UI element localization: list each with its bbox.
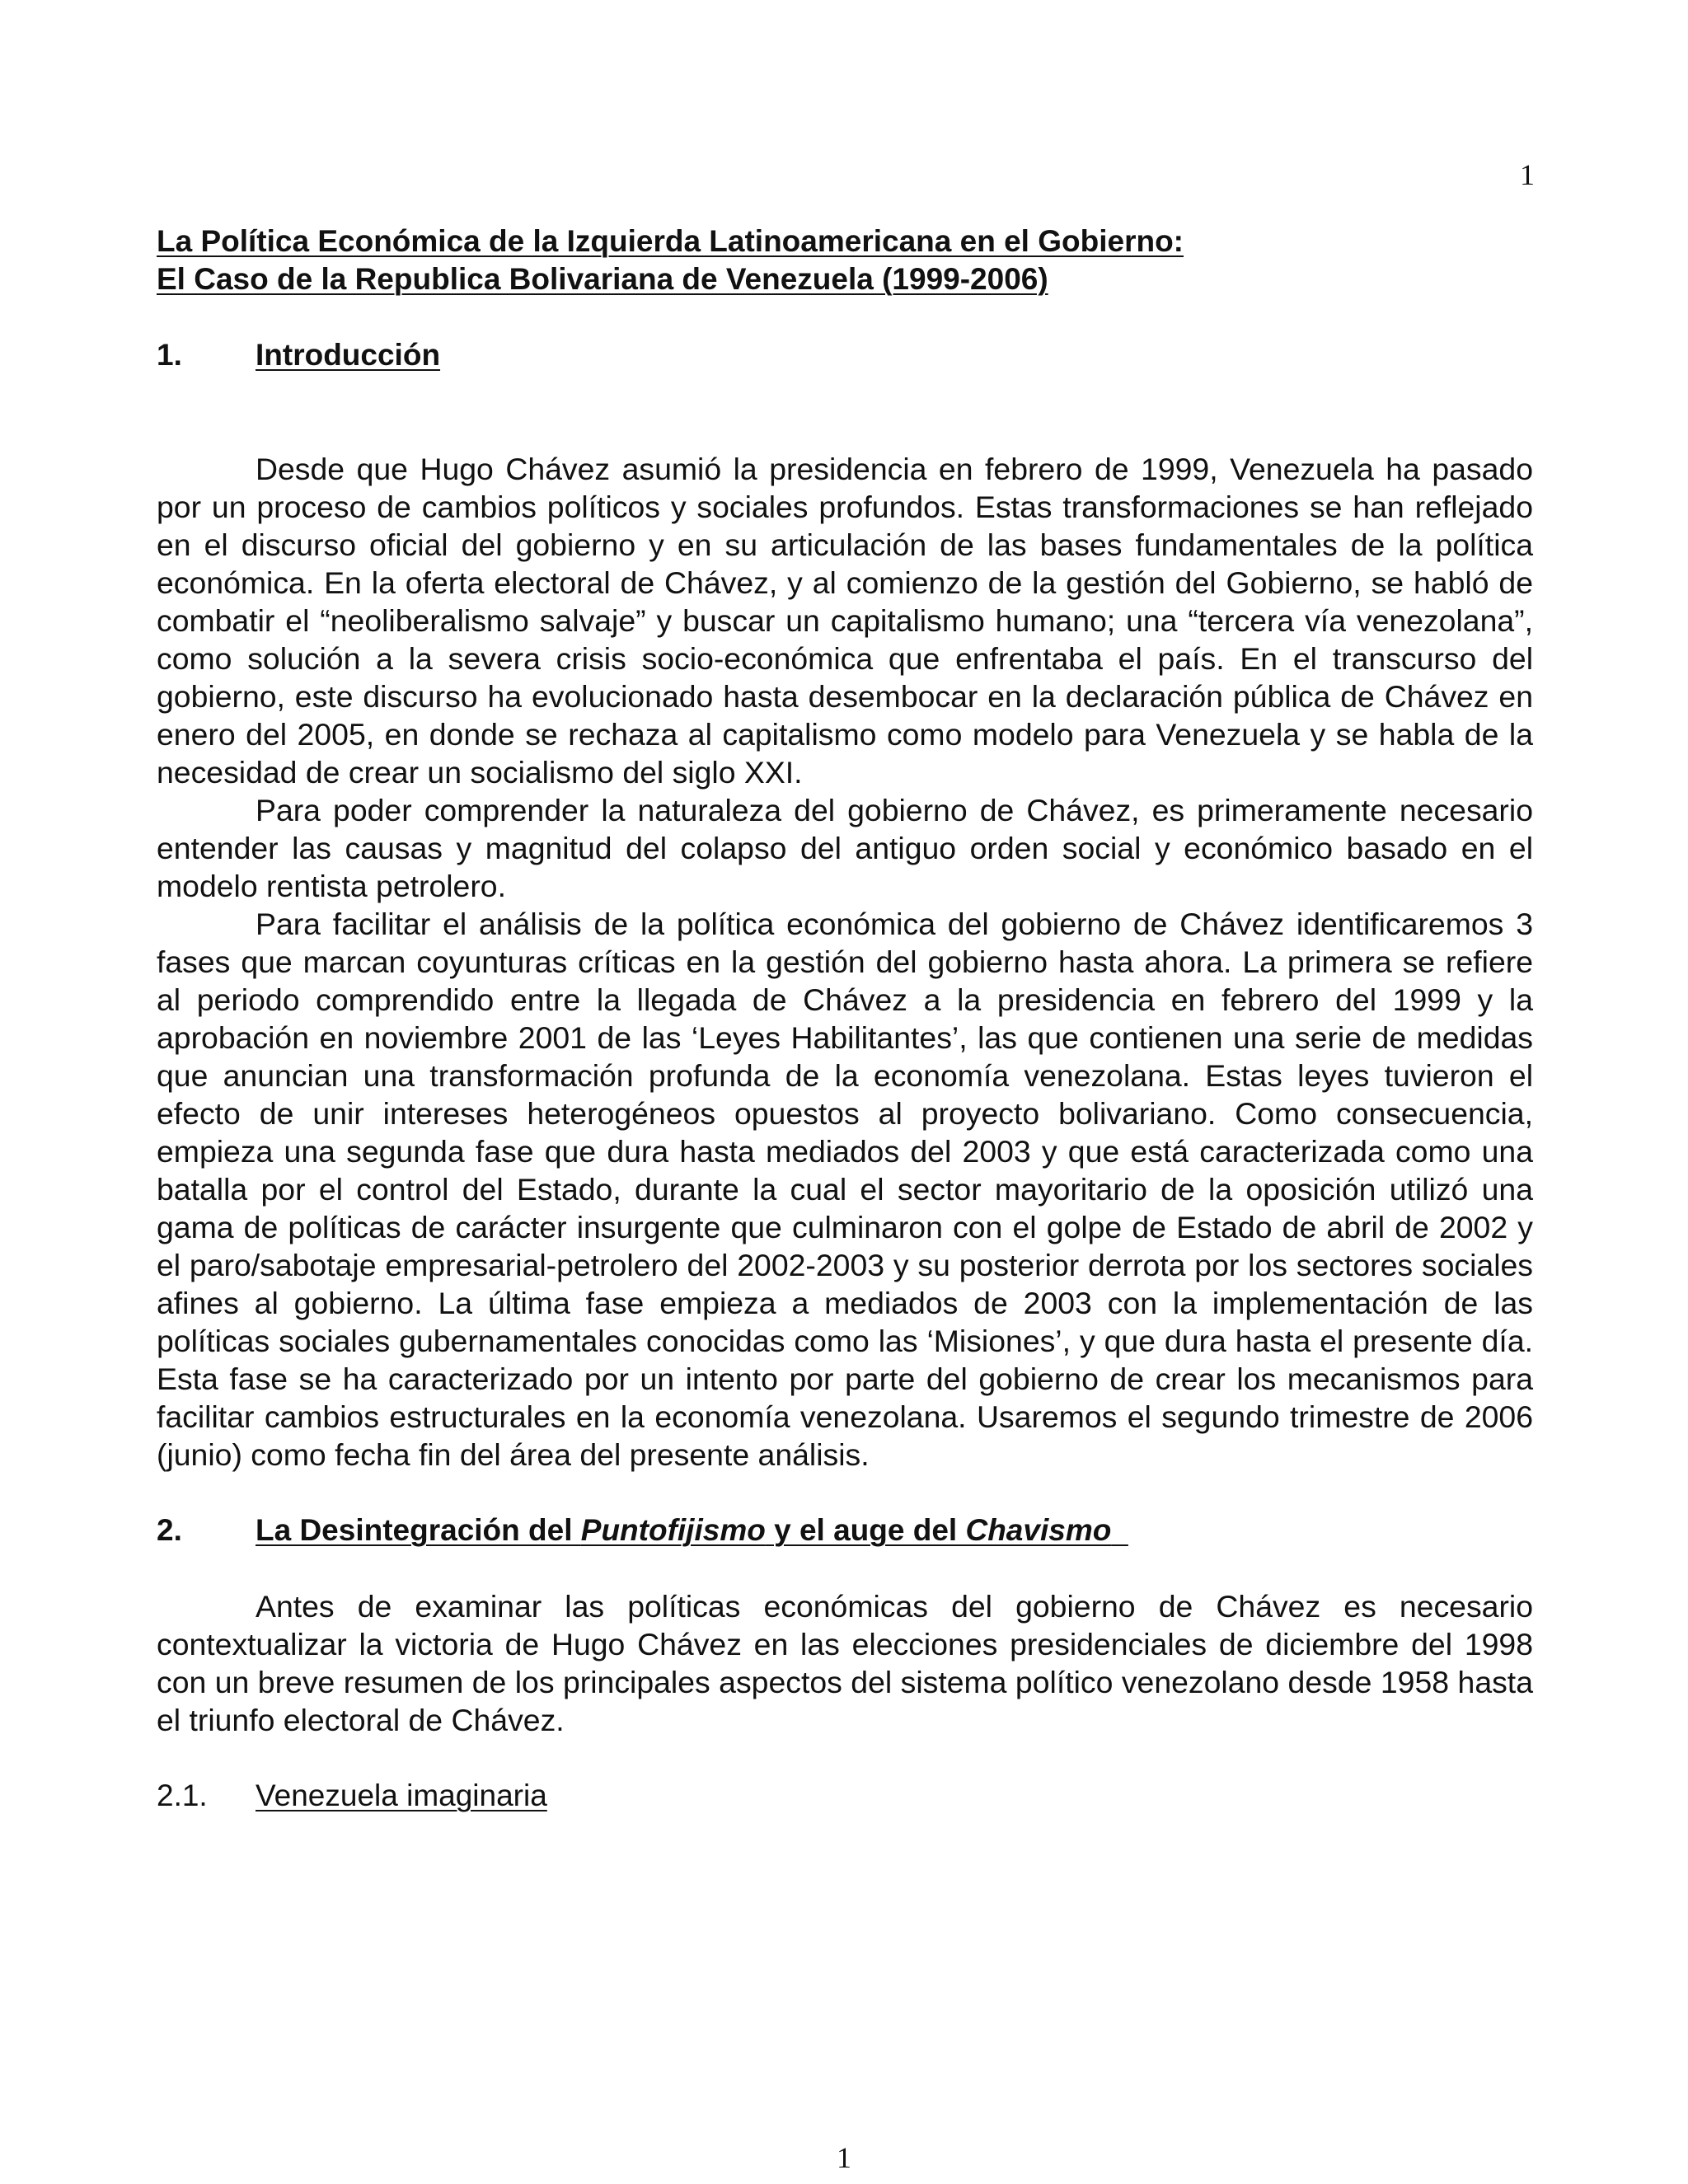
title-line-2: El Caso de la Republica Bolivariana de Venezuela (1999-2006) (157, 262, 1048, 296)
section-1-number: 1. (157, 338, 182, 372)
section-2-title (256, 1511, 1128, 1549)
section-1-paragraph-1: Desde que Hugo Chávez asumió la presidencia en febrero de 1999, Venezuela ha pasado por un proceso de cambios políticos y sociales profundos. Estas transformaciones se han reflejado en el discurso oficial del gobierno y en su articulación de las bases fundamentales de la política económica. En la oferta electoral de Chávez, y al comienzo de la gestión del Gobierno, se habló de combatir el “neoliberalismo salvaje” y buscar un capitalismo humano; una “tercera vía venezolana”, como solución a la severa crisis socio-económica que enfrentaba el país. En el transcurso del gobierno, este discurso ha evolucionado hasta desembocar en la declaración pública de Chávez en enero del 2005, en donde se rechaza al capitalismo como modelo para Venezuela y se habla de la necesidad de crear un socialismo del siglo XXI. (157, 452, 1533, 790)
section-2-title-italic-2: Chavismo (965, 1513, 1112, 1547)
section-2-number: 2. (157, 1513, 182, 1547)
section-2-title-part-2: y el auge del (765, 1513, 966, 1547)
section-2-1-title: Venezuela imaginaria (256, 1779, 547, 1812)
document-body (157, 223, 1533, 1815)
section-1-heading (157, 336, 1533, 374)
section-2-1-heading (157, 1777, 1533, 1815)
section-2-heading (157, 1511, 1533, 1549)
section-2-title-part-1: La Desintegración del (256, 1513, 581, 1547)
section-1-paragraph-2: Para poder comprender la naturaleza del gobierno de Chávez, es primeramente necesario entender las causas y magnitud del colapso del antiguo orden social y económico basado en el modelo rentista petrolero. (157, 793, 1533, 903)
section-1-paragraph-3: Para facilitar el análisis de la política económica del gobierno de Chávez identificaremos 3 fases que marcan coyunturas críticas en la gestión del gobierno hasta ahora. La primera se refiere al periodo comprendido entre la llegada de Chávez a la presidencia en febrero del 1999 y la aprobación en noviembre 2001 de las ‘Leyes Habilitantes’, las que contienen una serie de medidas que anuncian una transformación profunda de la economía venezolana. Estas leyes tuvieron el efecto de unir intereses heterogéneos opuestos al proyecto bolivariano. Como consecuencia, empieza una segunda fase que dura hasta mediados del 2003 y que está caracterizada como una batalla por el control del Estado, durante la cual el sector mayoritario de la oposición utilizó una gama de políticas de carácter insurgente que culminaron con el golpe de Estado de abril de 2002 y el paro/sabotaje empresarial-petrolero del 2002-2003 y su posterior derrota por los sectores sociales afines al gobierno. La última fase empieza a mediados de 2003 con la implementación de las políticas sociales gubernamentales conocidas como las ‘Misiones’, y que dura hasta el presente día. Esta fase se ha caracterizado por un intento por parte del gobierno de crear los mecanismos para facilitar cambios estructurales en la economía venezolana. Usaremos el segundo trimestre de 2006 (junio) como fecha fin del área del presente análisis. (157, 907, 1533, 1472)
section-2-1-number: 2.1. (157, 1779, 208, 1812)
section-2-title-italic-1: Puntofijismo (580, 1513, 766, 1547)
section-1-title: Introducción (256, 338, 441, 372)
document-title (157, 223, 1533, 298)
title-line-1: La Política Económica de la Izquierda Latinoamericana en el Gobierno: (157, 224, 1184, 258)
page-number-bottom: 1 (837, 2141, 851, 2174)
section-2-paragraph: Antes de examinar las políticas económicas del gobierno de Chávez es necesario contextualizar la victoria de Hugo Chávez en las elecciones presidenciales de diciembre del 1998 con un breve resumen de los principales aspectos del sistema político venezolano desde 1958 hasta el triunfo electoral de Chávez. (157, 1589, 1533, 1737)
page-number-top: 1 (1520, 158, 1535, 191)
